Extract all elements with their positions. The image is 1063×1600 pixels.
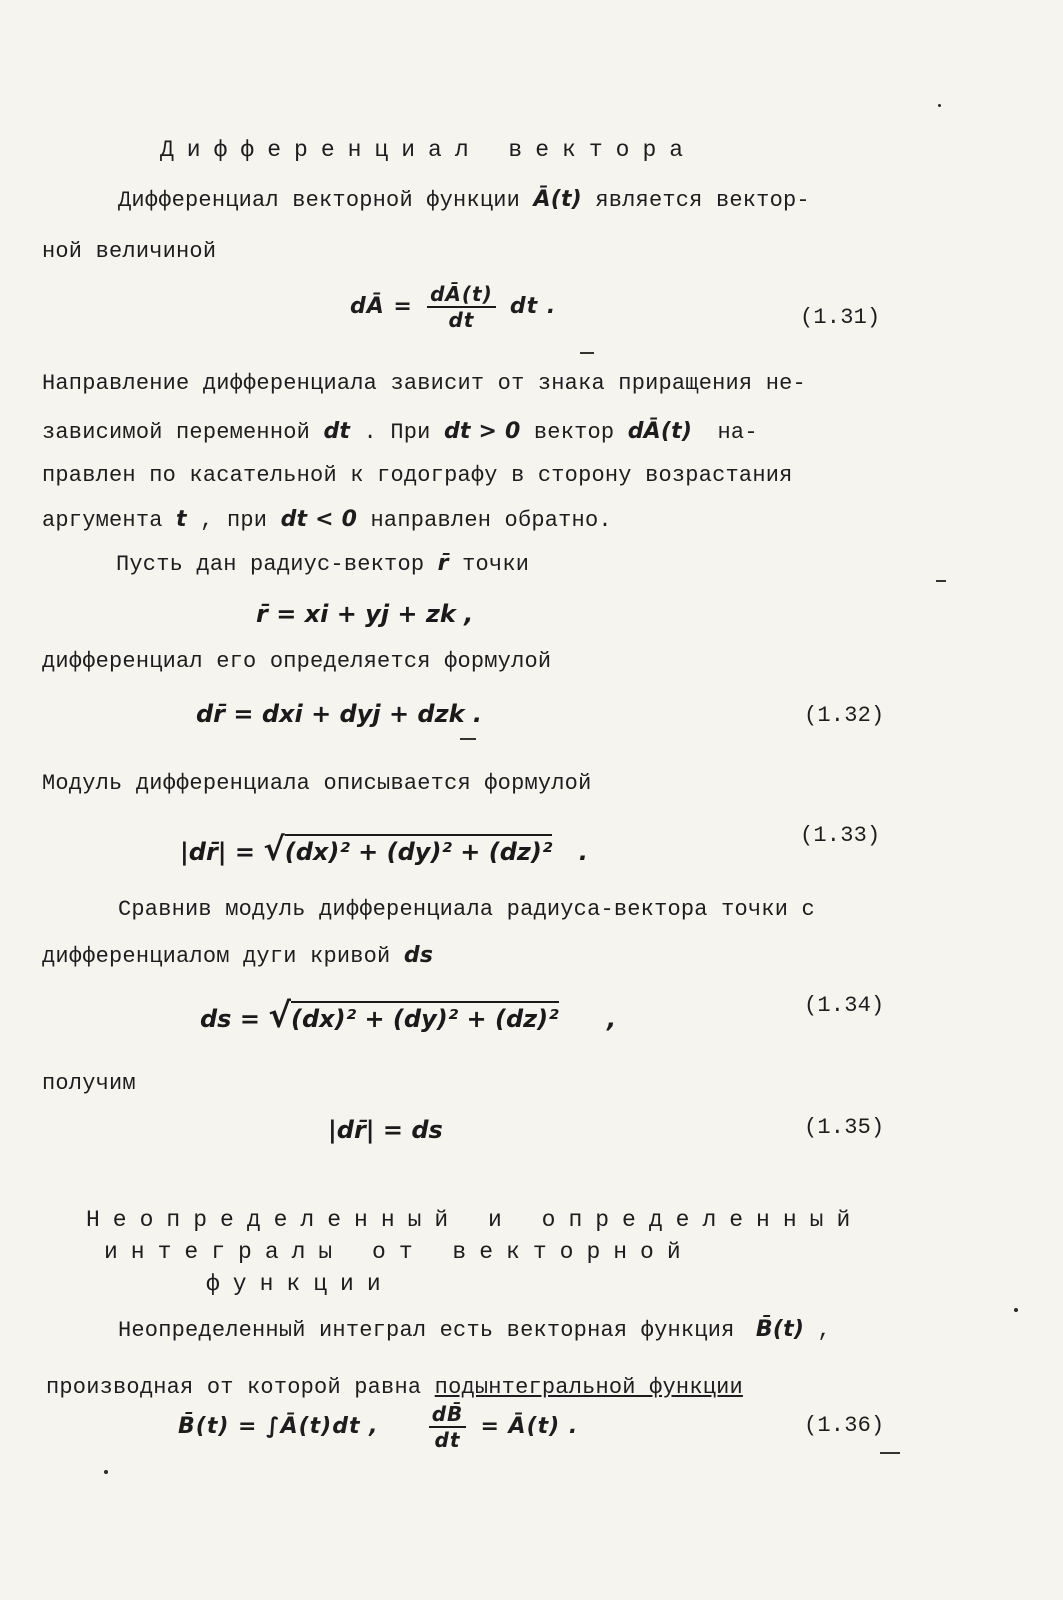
section-heading-integrals-line2: интегралы от векторной	[104, 1239, 694, 1265]
equation-number: (1.31)	[800, 305, 881, 330]
paragraph-line: Пусть дан радиус-вектор r̄ точки	[116, 551, 530, 577]
paragraph-line: Направление дифференциала зависит от знака приращения не-	[42, 371, 806, 396]
scan-speck	[938, 104, 941, 107]
equation-1-33: |dr̄| = √(dx)² + (dy)² + (dz)² .	[180, 830, 588, 868]
paragraph-line: дифференциал его определяется формулой	[42, 649, 552, 674]
scan-mark	[936, 580, 946, 582]
equation-1-36: B̄(t) = ∫Ā(t)dt , $\frac{dB̄}{dt}$ = Ā(t) .	[178, 1402, 579, 1452]
paragraph-line: зависимой переменной dt . При dt > 0 вектор dĀ(t) на-	[42, 419, 758, 445]
scan-mark	[880, 1452, 900, 1454]
function-symbol: Ā(t)	[533, 187, 582, 212]
paragraph-line: аргумента t , при dt < 0 направлен обратно.	[42, 507, 612, 533]
equation-number: (1.34)	[804, 993, 885, 1018]
paragraph-line: дифференциалом дуги кривой ds	[42, 943, 434, 969]
equation-number: (1.32)	[804, 703, 885, 728]
paragraph-line: Неопределенный интеграл есть векторная функция B̄(t) ,	[118, 1317, 831, 1343]
equation-1-32: dr̄ = dxi + dyj + dzk .	[196, 700, 482, 728]
equation-1-34: ds = √(dx)² + (dy)² + (dz)² ,	[200, 996, 617, 1036]
paragraph-line: правлен по касательной к годографу в сторону возрастания	[42, 463, 793, 488]
scan-mark	[580, 352, 594, 354]
sqrt-sign: √	[268, 996, 291, 1036]
sqrt-sign: √	[263, 830, 285, 868]
equation-1-31: dĀ = $\frac{dĀ(t)}{dt}$ dt .	[350, 282, 557, 332]
paragraph-line: Модуль дифференциала описывается формулой	[42, 771, 592, 796]
equation-number: (1.33)	[800, 823, 881, 848]
scan-mark	[460, 738, 476, 740]
section-heading-vector-differential: Дифференциал вектора	[160, 137, 697, 163]
scan-speck	[1014, 1308, 1018, 1312]
equation-1-35: |dr̄| = ds	[328, 1116, 443, 1144]
paragraph-line: Сравнив модуль дифференциала радиуса-вектора точки с	[118, 897, 815, 922]
section-heading-integrals-line3: функции	[206, 1271, 394, 1297]
equation-number: (1.36)	[804, 1413, 885, 1438]
scan-speck	[104, 1470, 108, 1474]
section-heading-integrals-line1: Неопределенный и определенный	[86, 1207, 864, 1233]
equation-radius-vector: r̄ = xi + yj + zk ,	[256, 600, 474, 628]
paragraph-line: ной величиной	[42, 239, 217, 264]
paragraph-line: Дифференциал векторной функции Ā(t) является вектор-	[118, 187, 810, 213]
fraction: $\frac{dĀ(t)}{dt}$	[427, 282, 496, 332]
paragraph-line: производная от которой равна подынтегральной функции	[46, 1375, 743, 1400]
fraction: $\frac{dB̄}{dt}$	[429, 1402, 467, 1452]
equation-number: (1.35)	[804, 1115, 885, 1140]
paragraph-line: получим	[42, 1071, 136, 1096]
